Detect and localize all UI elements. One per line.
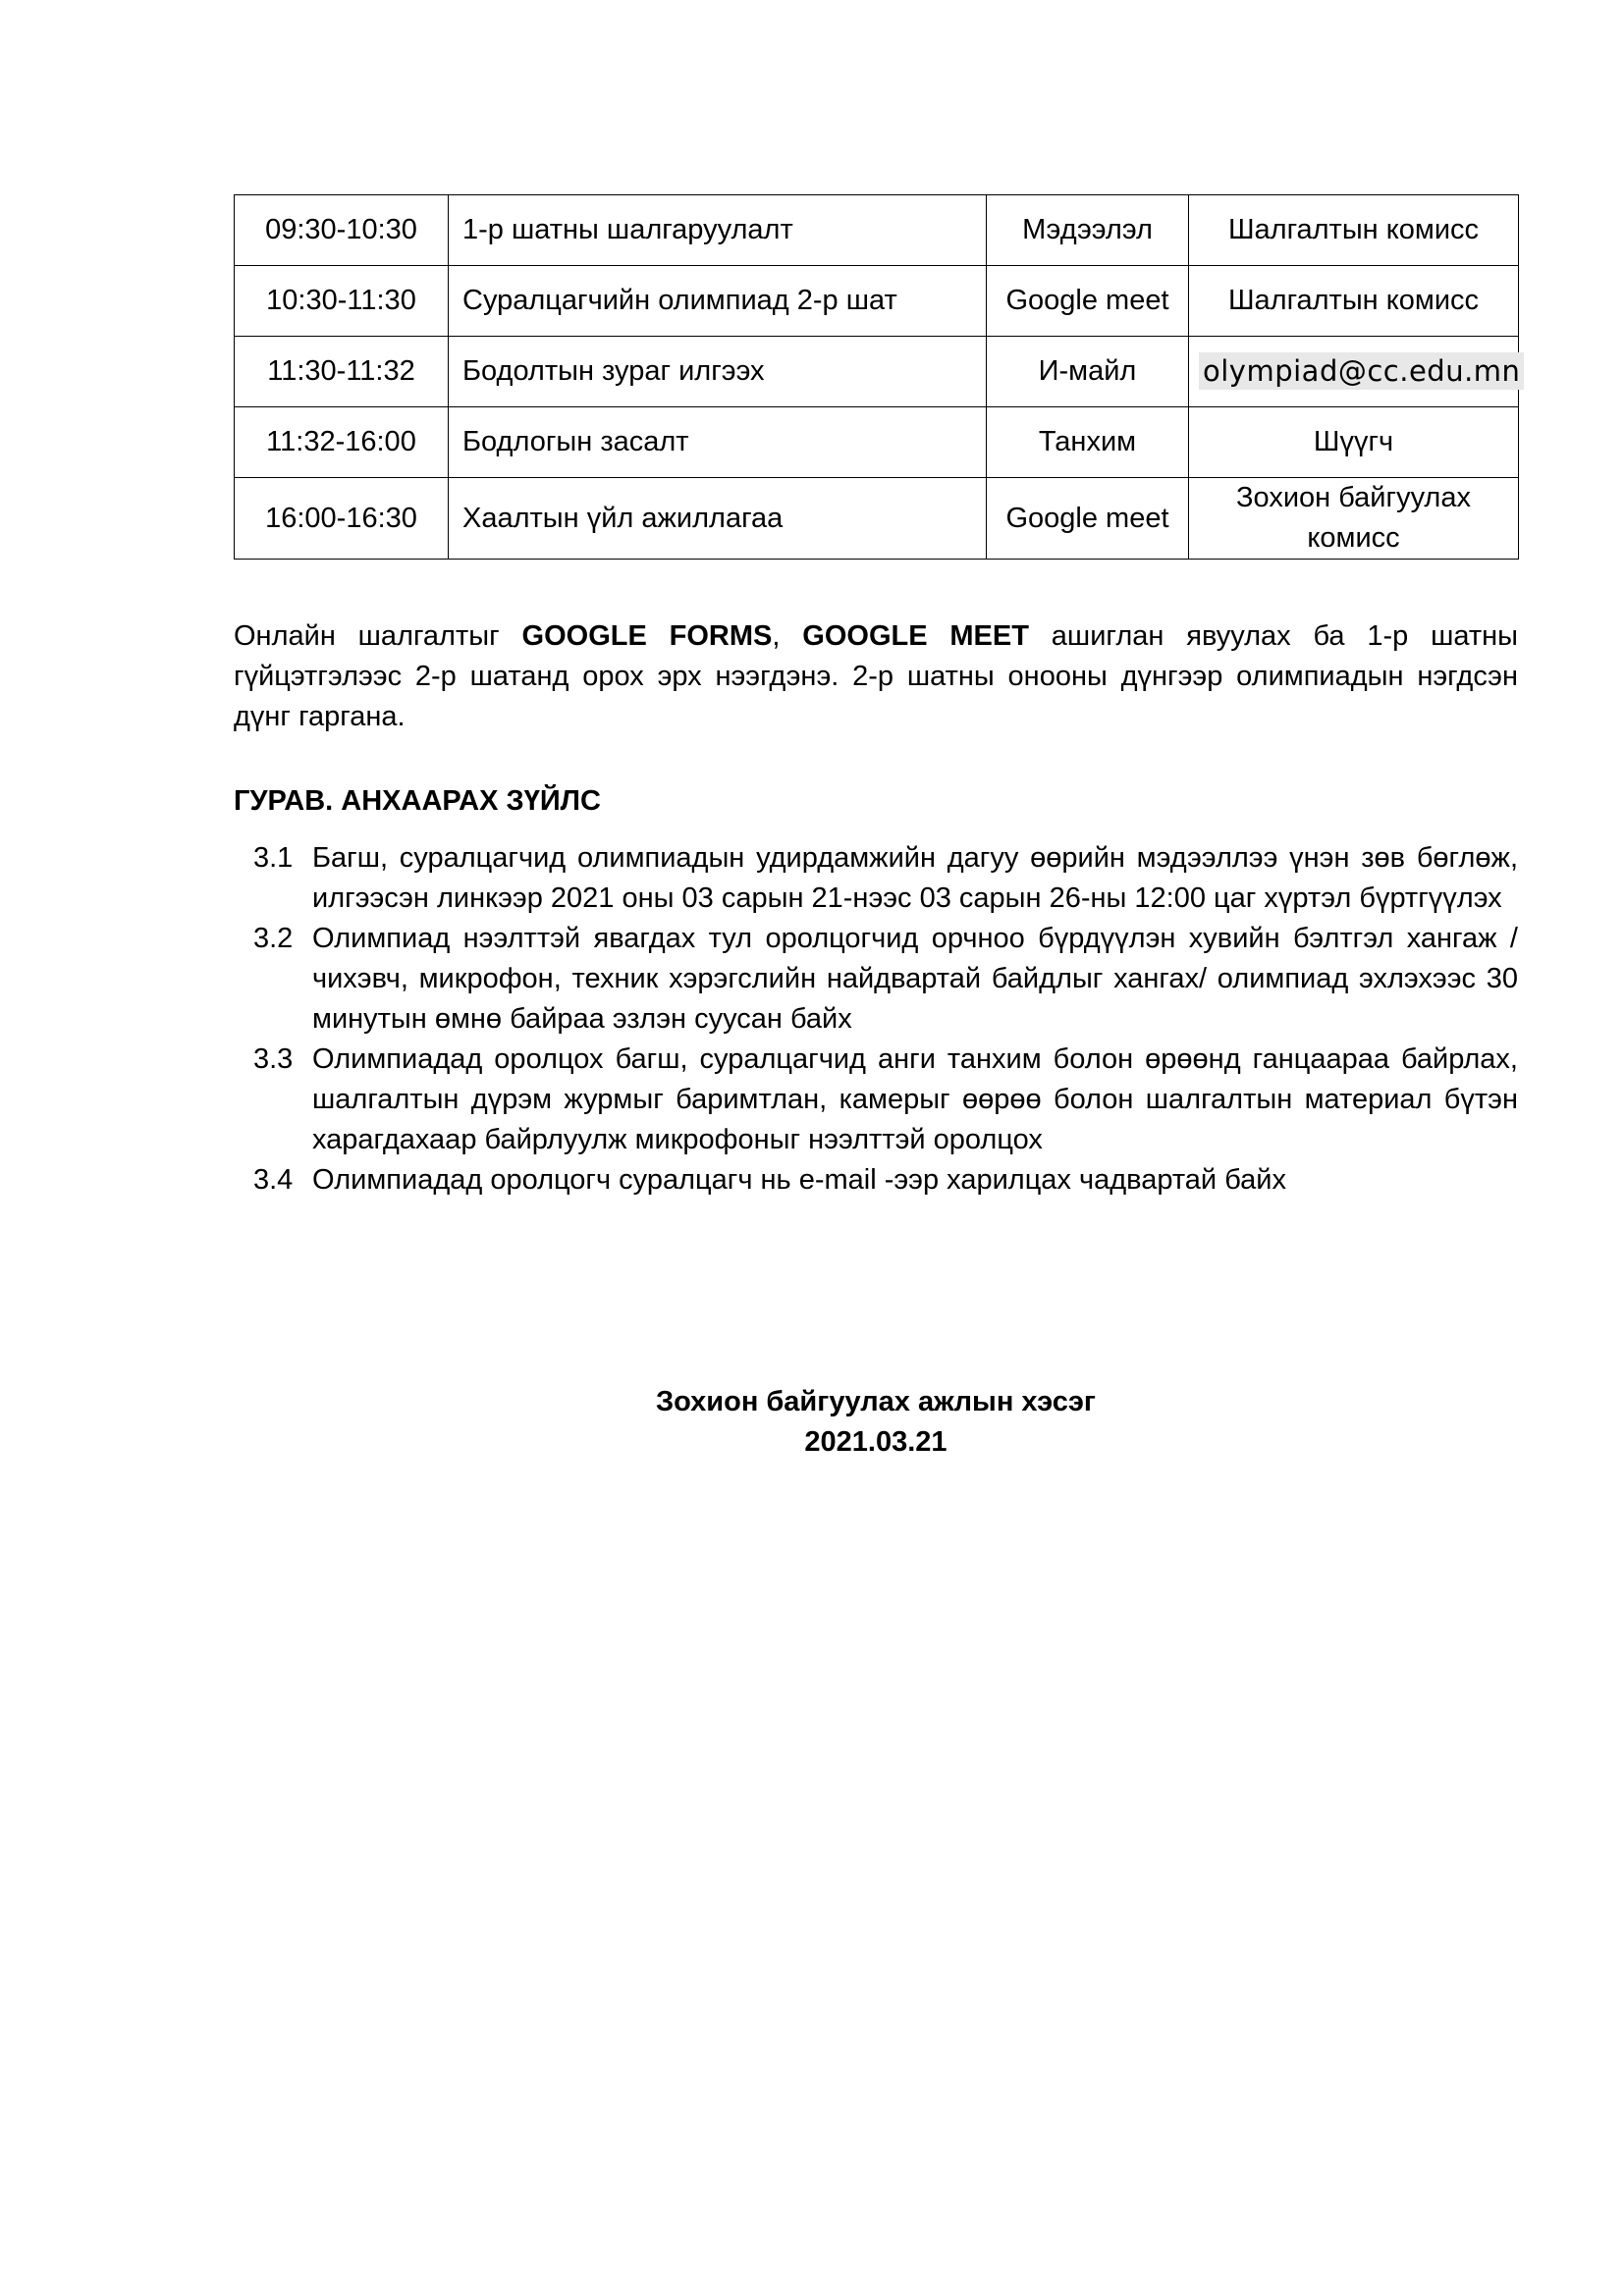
signature-org: Зохион байгуулах ажлын хэсэг [655, 1386, 1096, 1417]
list-item [253, 919, 1518, 1040]
responsible-cell: Шалгалтын комисс [1189, 266, 1519, 337]
responsible-line: комисс [1307, 522, 1400, 554]
responsible-cell: Шалгалтын комисс [1189, 195, 1519, 266]
responsible-line: Зохион байгуулах [1236, 482, 1471, 513]
list-item [253, 838, 1518, 919]
list-item-number: 3.1 [253, 842, 294, 874]
list-item [253, 1160, 1518, 1201]
notes-list [253, 838, 1518, 1201]
schedule-table [234, 194, 1519, 560]
intro-text: , [772, 620, 803, 652]
intro-bold-meet: GOOGLE MEET [802, 620, 1029, 652]
list-item-text: Олимпиадад оролцогч суралцагч нь e-mail -ээр харилцах чадвартай байх [312, 1164, 1286, 1196]
time-cell: 11:32-16:00 [235, 407, 449, 478]
responsible-cell: Шүүгч [1189, 407, 1519, 478]
activity-cell: Хаалтын үйл ажиллагаа [449, 478, 987, 560]
list-item [253, 1040, 1518, 1160]
intro-bold-forms: GOOGLE FORMS [521, 620, 773, 652]
list-item-number: 3.2 [253, 923, 294, 954]
table-row [235, 407, 1519, 478]
section-heading: ГУРАВ. АНХААРАХ ЗҮЙЛС [234, 785, 601, 817]
email-link[interactable]: olympiad@cc.edu.mn [1199, 352, 1524, 390]
responsible-cell [1189, 337, 1519, 407]
table-row [235, 266, 1519, 337]
time-cell: 09:30-10:30 [235, 195, 449, 266]
platform-cell: Мэдээлэл [987, 195, 1189, 266]
time-cell: 11:30-11:32 [235, 337, 449, 407]
intro-text: Онлайн шалгалтыг [234, 620, 522, 652]
platform-cell: Google meet [987, 478, 1189, 560]
activity-cell: Суралцагчийн олимпиад 2-р шат [449, 266, 987, 337]
responsible-cell [1189, 478, 1519, 560]
intro-text: ашиглан явуулах ба 1-р шатны гүйцэтгэлээс 2-р шатанд орох эрх нээгдэнэ. 2-р шатны онооны дүнгээр олимпиадын нэгдсэн дүнг гаргана. [234, 620, 1519, 732]
activity-cell: Бодолтын зураг илгээх [449, 337, 987, 407]
time-cell: 16:00-16:30 [235, 478, 449, 560]
platform-cell: Танхим [987, 407, 1189, 478]
table-row [235, 195, 1519, 266]
list-item-number: 3.4 [253, 1164, 294, 1196]
platform-cell: И-майл [987, 337, 1189, 407]
list-item-text: Олимпиад нээлттэй явагдах тул оролцогчид орчноо бүрдүүлэн хувийн бэлтгэл хангаж /чихэвч, микрофон, техник хэрэгслийн найдвартай байдлыг хангах/ олимпиад эхлэхээс 30 минутын өмнө байраа эзлэн суусан байх [312, 923, 1518, 1035]
table-row [235, 478, 1519, 560]
time-cell: 10:30-11:30 [235, 266, 449, 337]
list-item-number: 3.3 [253, 1043, 294, 1075]
table-row [235, 337, 1519, 407]
signature-block [234, 1382, 1518, 1463]
platform-cell: Google meet [987, 266, 1189, 337]
activity-cell: Бодлогын засалт [449, 407, 987, 478]
signature-date: 2021.03.21 [804, 1426, 947, 1458]
list-item-text: Багш, суралцагчид олимпиадын удирдамжийн дагуу өөрийн мэдээллээ үнэн зөв бөглөж, илгээсэн линкээр 2021 оны 03 сарын 21-нээс 03 сарын 26-ны 12:00 цаг хүртэл бүртгүүлэх [312, 842, 1518, 914]
list-item-text: Олимпиадад оролцох багш, суралцагчид анги танхим болон өрөөнд ганцаараа байрлах, шалгалтын дүрэм журмыг баримтлан, камерыг өөрөө болон шалгалтын материал бүтэн харагдахаар байрлуулж микрофоныг нээлттэй оролцох [312, 1043, 1518, 1155]
intro-paragraph [234, 616, 1518, 737]
activity-cell: 1-р шатны шалгаруулалт [449, 195, 987, 266]
